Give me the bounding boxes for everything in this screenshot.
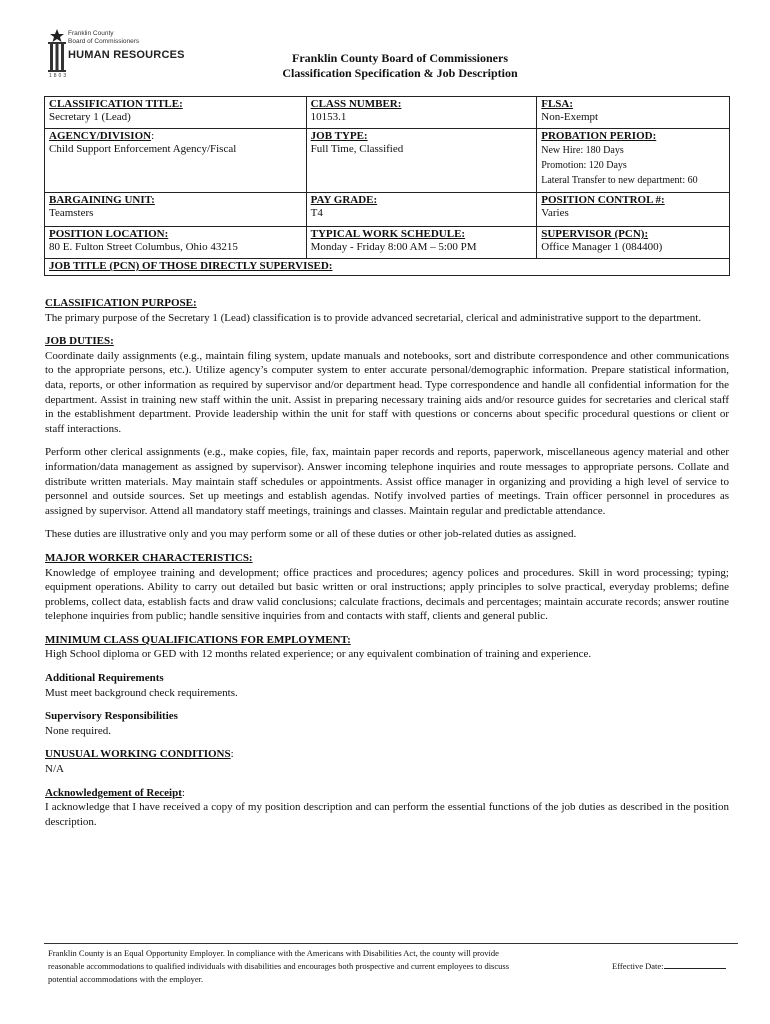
footer-line-3: potential accommodations with the employer. [48,974,204,984]
page-title: Franklin County Board of Commissioners [291,51,509,65]
cell-position-control [537,193,730,227]
label-bargaining: BARGAINING UNIT: [49,194,155,206]
value-flsa: Non-Exempt [541,111,599,123]
label-agency: AGENCY/DIVISION [49,130,152,142]
footer-line-1: Franklin County is an Equal Opportunity Employer. In compliance with the Americans with Disabilities Act, the county will provide [48,948,499,958]
supervisory-heading: Supervisory Responsibilities [45,710,178,723]
label-supervised: JOB TITLE (PCN) OF THOSE DIRECTLY SUPERVISED: [49,260,333,272]
characteristics-heading: MAJOR WORKER CHARACTERISTICS: [45,551,253,564]
acknowledgement-colon: : [181,786,185,799]
position-info-table [44,96,730,276]
qualifications-heading: MINIMUM CLASS QUALIFICATIONS FOR EMPLOYMENT: [45,633,351,646]
unusual-colon: : [230,748,234,761]
supervisory-text: None required. [45,724,111,737]
characteristics-text: Knowledge of employee training and development; office practices and procedures; agency polices and procedures. Skill in word processing; typing; equipment operations. Ability to carry out detailed but basic written or oral instructions; apply principles to solve practical, everyday problems; define problems, collect data, establish facts and draw valid conclusions; calculate fractions, decimals and percentages; maintain accurate records; answer routine telephone inquiries from public; handle sensitive inquiries from and contacts with staff, clients and general public. [45,566,729,623]
cell-bargaining [45,193,307,227]
value-class-number: 10153.1 [310,111,347,123]
acknowledgement-text: I acknowledge that I have received a copy of my position description and can perform the essential functions of the job duties as described in the position description. [45,801,729,828]
value-job-type: Full Time, Classified [310,143,404,155]
value-probation-new-hire: New Hire: 180 Days [541,145,624,156]
effective-date [612,959,726,973]
purpose-text: The primary purpose of the Secretary 1 (Lead) classification is to provide advanced secretarial, clerical and administrative support to the department. [45,311,702,324]
effective-date-label: Effective Date: [612,961,664,971]
cell-job-type [306,129,537,193]
label-class-number: CLASS NUMBER: [310,98,402,110]
label-flsa: FLSA: [541,98,574,110]
value-probation-lateral: Lateral Transfer to new department: 60 [541,175,698,186]
label-classification-title: CLASSIFICATION TITLE: [49,98,183,110]
value-position-control: Varies [541,207,569,219]
acknowledgement-heading: Acknowledgement of Receipt [45,786,182,799]
duties-paragraph-2: Perform other clerical assignments (e.g., make copies, file, fax, maintain paper records and reports, paperwork, miscellaneous agency material and other information/data management as assigned by supervisor). Answer incoming telephone inquiries and route messages to appropriate persons. Collate and distribute written materials. May maintain staff schedules or appointments. Assist office manager in organizing and providing a high level of service to personnel and outside sources. Set up meetings and establish agendas. Notify involved parties of meetings. Train officer personnel in procedures as assigned by supervisor. Attend all mandatory staff meetings, trainings and classes. Maintain regular and predictable attendance. [45,446,729,517]
value-schedule: Monday - Friday 8:00 AM – 5:00 PM [310,241,477,253]
additional-heading: Additional Requirements [45,672,164,685]
hr-logo [46,28,186,82]
cell-location [45,227,307,259]
label-pay-grade: PAY GRADE: [310,194,378,206]
cell-class-number [306,97,537,129]
qualifications-text: High School diploma or GED with 12 months related experience; or any equivalent combination of training and experience. [45,648,592,661]
label-supervisor: SUPERVISOR (PCN): [541,228,649,240]
logo-line-hr: HUMAN RESOURCES [68,49,185,61]
cell-supervised [45,259,730,276]
label-schedule: TYPICAL WORK SCHEDULE: [310,228,466,240]
duties-heading: JOB DUTIES: [45,335,114,348]
logo-line-county: Franklin County [68,30,114,37]
value-location: 80 E. Fulton Street Columbus, Ohio 43215 [49,241,238,253]
value-agency: Child Support Enforcement Agency/Fiscal [49,143,237,155]
effective-date-line [664,959,726,969]
logo-line-board: Board of Commissioners [68,38,140,45]
label-position-control: POSITION CONTROL #: [541,194,665,206]
label-job-type: JOB TYPE: [310,130,368,142]
label-agency-colon: : [151,130,155,142]
unusual-heading: UNUSUAL WORKING CONDITIONS [45,748,231,761]
document-body [45,296,729,829]
purpose-heading: CLASSIFICATION PURPOSE: [45,297,197,309]
star-icon [46,28,68,74]
cell-flsa [537,97,730,129]
cell-probation [537,129,730,193]
cell-classification-title [45,97,307,129]
value-bargaining: Teamsters [49,207,94,219]
footer-eeo-notice [48,947,608,986]
page-subtitle: Classification Specification & Job Description [282,66,518,80]
value-pay-grade: T4 [310,207,323,219]
cell-supervisor [537,227,730,259]
footer-line-2: reasonable accommodations to qualified individuals with disabilities and encourages both prospective and current employees to discuss [48,961,510,971]
duties-paragraph-3: These duties are illustrative only and you may perform some or all of these duties or other job-related duties as assigned. [45,528,577,541]
additional-text: Must meet background check requirements. [45,686,238,699]
cell-schedule [306,227,537,259]
footer-divider [44,943,738,944]
logo-year: 1803 [49,73,69,79]
value-probation-promotion: Promotion: 120 Days [541,160,627,171]
value-supervisor: Office Manager 1 (084400) [541,241,663,253]
label-location: POSITION LOCATION: [49,228,169,240]
cell-pay-grade [306,193,537,227]
label-probation: PROBATION PERIOD: [541,130,657,142]
value-classification-title: Secretary 1 (Lead) [49,111,131,123]
duties-paragraph-1: Coordinate daily assignments (e.g., maintain filing system, update manuals and notebooks, sort and distribute correspondence and other communications to the appropriate persons, etc.). Utilize agency’s computer system to enter accurate personal/demographic information. Prepare statistical information, data, reports, or other information as required by supervisor and/or department head. Type correspondence and handle all confidential information for the department. Assist in training new staff within the unit. Assist in preparing necessary training aids and/or resource guides for secretaries and clerical staff in the establishment department. Provide leadership within the unit for staff with questions or concerns about specific procedural questions or client or staff interactions. [45,349,729,435]
cell-agency [45,129,307,193]
page-header [200,51,600,81]
unusual-text: N/A [45,763,64,776]
